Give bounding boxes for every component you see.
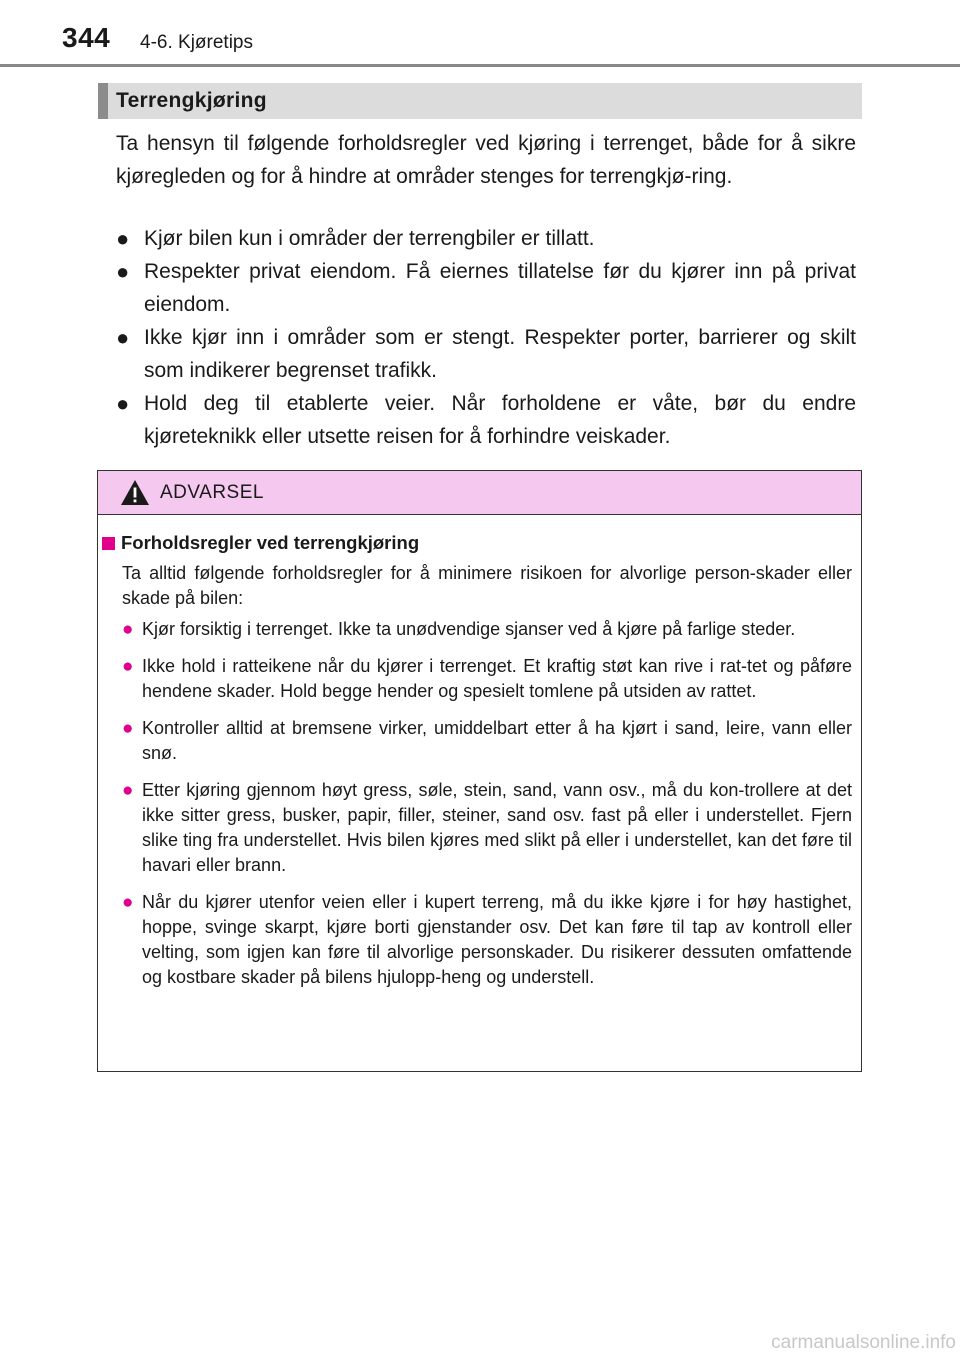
bullet-icon: ●	[122, 718, 134, 739]
list-item: ● Respekter privat eiendom. Få eiernes tillatelse før du kjører inn på privat eiendom.	[116, 255, 856, 321]
page-number: 344	[62, 22, 111, 53]
bullet-icon: ●	[122, 780, 134, 801]
warning-header	[98, 471, 861, 515]
bullet-icon: ●	[116, 259, 130, 284]
list-item: ● Ikke hold i ratteikene når du kjører i terrenget. Et kraftig støt kan rive i rat-tet og påføre hendene skader. Hold begge hender og spesielt tomlene på utsiden av rattet.	[122, 656, 852, 701]
warning-triangle-icon	[120, 479, 150, 506]
list-item: ● Kontroller alltid at bremsene virker, umiddelbart etter å ha kjørt i sand, leire, vann eller snø.	[122, 718, 852, 763]
section-heading-text: Terrengkjøring	[116, 89, 267, 112]
bullet-icon: ●	[116, 226, 130, 251]
bullet-icon: ●	[116, 325, 130, 350]
warning-intro: Ta alltid følgende forholdsregler for å minimere risikoen for alvorlige person-skader eller skade på bilen:	[122, 563, 852, 608]
warning-title: ADVARSEL	[160, 481, 264, 503]
watermark: carmanualsonline.info	[771, 1332, 956, 1353]
list-item: ● Kjør bilen kun i områder der terrengbiler er tillatt.	[116, 222, 856, 255]
chapter-title: 4-6. Kjøretips	[140, 32, 253, 53]
warning-subheading	[102, 532, 419, 554]
list-item: ● Hold deg til etablerte veier. Når forholdene er våte, bør du endre kjøreteknikk eller utsette reisen for å forhindre veiskader.	[116, 387, 856, 453]
list-item: ● Etter kjøring gjennom høyt gress, søle, stein, sand, vann osv., må du kon-trollere at det ikke sitter gress, busker, papir, filler, steiner, sand osv. fast på eller i understellet. Fjern slike ting fra understellet. Hvis bilen kjøres med slikt på eller i understellet, kan det føre til havari eller brann.	[122, 780, 852, 875]
square-bullet-icon	[102, 537, 115, 550]
bullet-icon: ●	[116, 391, 130, 416]
warning-box	[97, 470, 862, 1072]
bullet-icon: ●	[122, 892, 134, 913]
section-intro: Ta hensyn til følgende forholdsregler ved kjøring i terrenget, både for å sikre kjøregleden og for å hindre at områder stenges for terrengkjø-ring.	[116, 132, 856, 188]
warning-list	[122, 617, 852, 1002]
bullet-icon: ●	[122, 656, 134, 677]
header-divider	[0, 64, 960, 67]
list-item: ● Kjør forsiktig i terrenget. Ikke ta unødvendige sjanser ved å kjøre på farlige steder.	[122, 619, 796, 640]
warning-subheading-text: Forholdsregler ved terrengkjøring	[121, 532, 420, 553]
bullet-icon: ●	[122, 619, 134, 640]
section-heading	[98, 83, 862, 119]
list-item: ● Ikke kjør inn i områder som er stengt. Respekter porter, barrierer og skilt som indikerer begrenset trafikk.	[116, 321, 856, 387]
list-item: ● Når du kjører utenfor veien eller i kupert terreng, må du ikke kjøre i for høy hastighet, hoppe, svinge skarpt, kjøre borti gjenstander osv. Det kan føre til tap av kontroll eller velting, som igjen kan føre til alvorlige personskader. Du risikerer dessuten omfattende og kostbare skader på bilens hjulopp-heng og understell.	[122, 892, 852, 987]
section-bullet-list	[116, 222, 856, 453]
